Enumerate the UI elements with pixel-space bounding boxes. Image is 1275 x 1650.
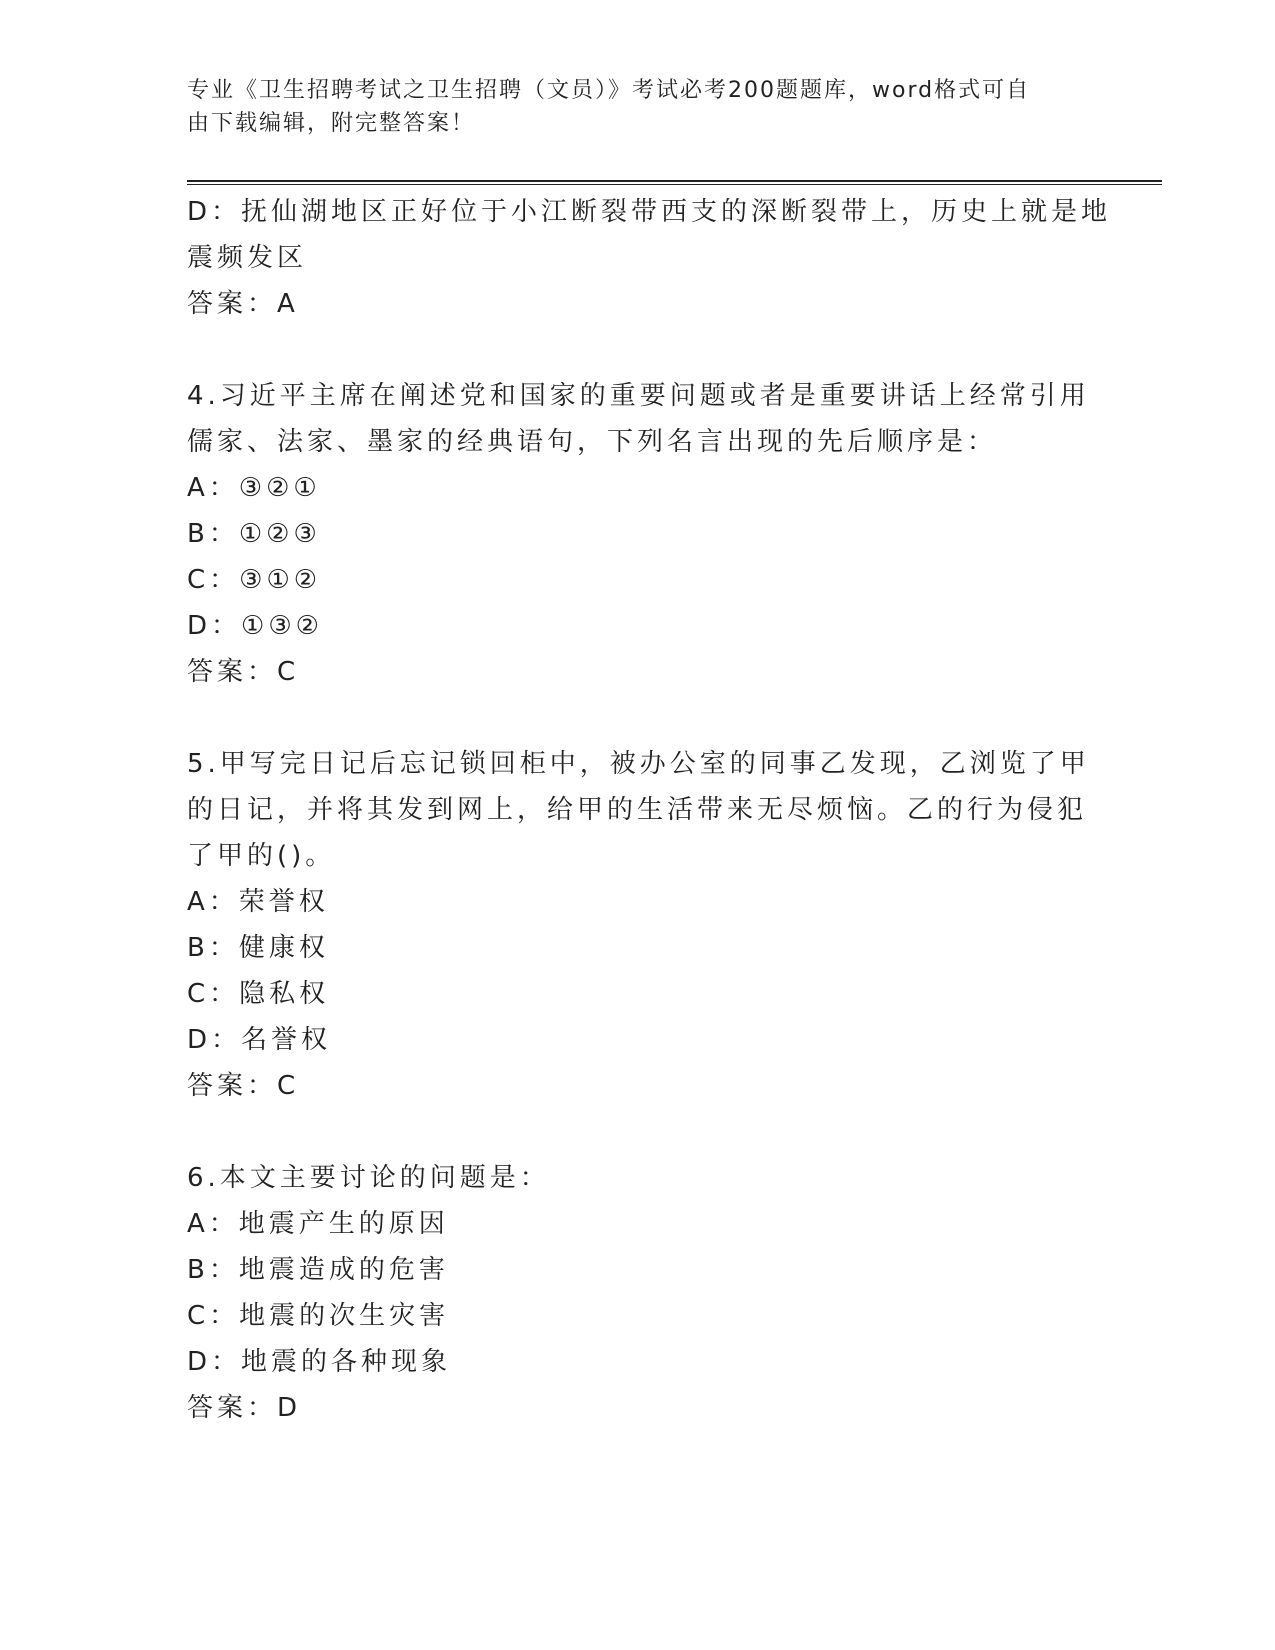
q5-option-b: B：健康权 (187, 933, 329, 963)
spacer (187, 695, 1087, 741)
q4-stem-line1: 4.习近平主席在阐述党和国家的重要问题或者是重要讲话上经常引用 (187, 381, 1090, 411)
document-body (187, 189, 1112, 1431)
question-5 (187, 741, 1090, 1109)
q4-option-d: D：①③② (187, 611, 323, 641)
q6-option-a: A：地震产生的原因 (187, 1209, 449, 1239)
q6-stem-line1: 6.本文主要讨论的问题是： (187, 1163, 550, 1193)
question-6 (187, 1155, 1087, 1431)
header-divider-thick (187, 180, 1162, 182)
q3-answer: 答案：A (187, 289, 299, 319)
q5-stem-line3: 了甲的()。 (187, 841, 336, 871)
q5-stem-line1: 5.甲写完日记后忘记锁回柜中，被办公室的同事乙发现，乙浏览了甲 (187, 749, 1090, 779)
spacer (187, 1109, 1087, 1155)
header-line-2: 由下载编辑，附完整答案！ (187, 111, 476, 136)
q5-option-c: C：隐私权 (187, 979, 330, 1009)
q6-option-d: D：地震的各种现象 (187, 1347, 452, 1377)
spacer (187, 327, 1087, 373)
q4-option-b: B：①②③ (187, 519, 321, 549)
q4-option-c: C：③①② (187, 565, 322, 595)
q3-option-d-line1: D：抚仙湖地区正好位于小江断裂带西支的深断裂带上，历史上就是地 (187, 197, 1112, 227)
q5-answer: 答案：C (187, 1071, 300, 1101)
q6-option-b: B：地震造成的危害 (187, 1255, 449, 1285)
q5-option-a: A：荣誉权 (187, 887, 329, 917)
header-divider-thin (187, 184, 1162, 185)
question-4 (187, 373, 1090, 695)
q4-stem-line2: 儒家、法家、墨家的经典语句，下列名言出现的先后顺序是： (187, 427, 998, 457)
question-3-tail (187, 189, 1112, 327)
header-line-1: 专业《卫生招聘考试之卫生招聘（文员）》考试必考200题题库，word格式可自 (187, 78, 1031, 103)
q5-option-d: D：名誉权 (187, 1025, 332, 1055)
document-header (187, 74, 1087, 140)
q5-stem-line2: 的日记，并将其发到网上，给甲的生活带来无尽烦恼。乙的行为侵犯 (187, 795, 1088, 825)
q6-option-c: C：地震的次生灾害 (187, 1301, 450, 1331)
q3-option-d-line2: 震频发区 (187, 243, 308, 273)
q4-answer: 答案：C (187, 657, 300, 687)
q6-answer: 答案：D (187, 1393, 302, 1423)
q4-option-a: A：③②① (187, 473, 321, 503)
